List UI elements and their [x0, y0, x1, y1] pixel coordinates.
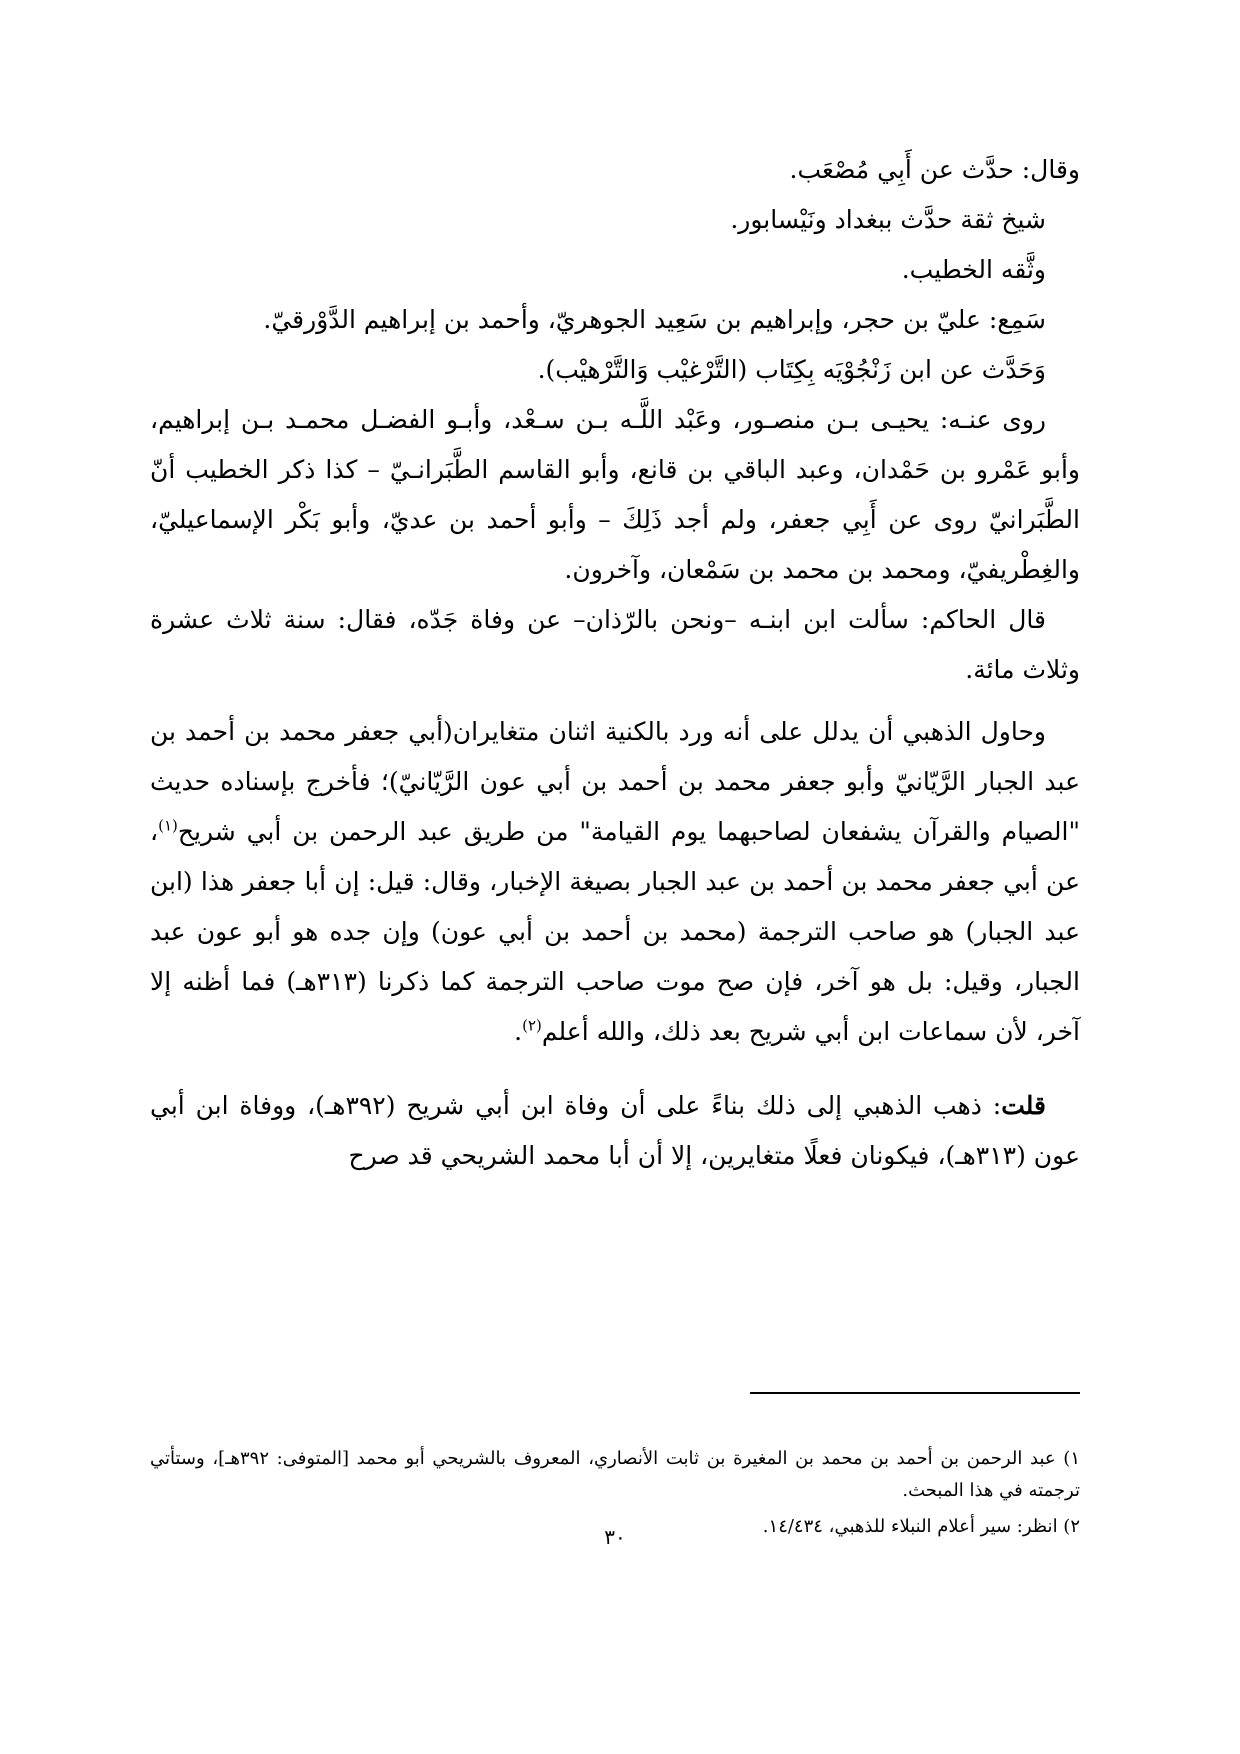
footnote-1: ١) عبد الرحمن بن أحمد بن محمد بن المغيرة بن ثابت الأنصاري، المعروف بالشريحي أبو محمد [المتوفى: ٣٩٢هـ]، وستأتي ترجمته في هذا المبحث.	[150, 1448, 1081, 1501]
footnote-ref-2[interactable]: (٢)	[522, 1016, 542, 1035]
author-note-text: : ذهب الذهبي إلى ذلك بناءً على أن وفاة ابن أبي شريح (٣٩٢هـ)، ووفاة ابن أبي عون (٣١٣هـ)، فيكونان فعلًا متغايرين، إلا أن أبا محمد الشريحي قد صرح	[150, 1091, 1080, 1170]
footnote-ref-1[interactable]: (١)	[158, 816, 178, 835]
hakim-quote-paragraph: قال الحاكم: سألت ابن ابنـه –ونحن بالرّذان– عن وفاة جَدّه، فقال: سنة ثلاث عشرة وثلاث مائة.	[150, 605, 1080, 684]
footnote-separator	[750, 1392, 1080, 1394]
entry-line-shaykh-thiqa: شيخ ثقة حدَّث ببغداد ونَيْسابور.	[730, 205, 1046, 234]
entry-line-teachers: سَمِع: عليّ بن حجر، وإبراهيم بن سَعِيد الجوهريّ، وأحمد بن إبراهيم الدَّوْرقيّ.	[263, 305, 1046, 334]
page-number: ٣٠	[604, 1525, 626, 1549]
body-text	[150, 145, 1080, 1181]
author-note-label: قلت	[1001, 1091, 1046, 1120]
entry-line-hadith-from: وقال: حدَّث عن أَبِي مُصْعَب.	[789, 155, 1080, 184]
document-page	[150, 145, 1080, 1725]
narrated-by-paragraph: روى عنـه: يحيـى بـن منصـور، وعَبْد اللَّـه بـن سـعْد، وأبـو الفضـل محمـد بـن إبراهيم، وأبو عَمْرو بن حَمْدان، وعبد الباقي بن قانع، وأبو القاسم الطَّبَرانـيّ – كذا ذكر الخطيب أنّ الطَّبَرانيّ روى عن أَبِي جعفر، ولم أجد ذَلِكَ – وأبو أحمد بن عديّ، وأبو بَكْر الإسماعيليّ، والغِطْريفيّ، ومحمد بن محمد بن سَمْعان، وآخرون.	[150, 405, 1080, 584]
dhahabi-text-part3: .	[514, 1017, 523, 1046]
entry-line-tawthiq: وثَّقه الخطيب.	[901, 255, 1046, 284]
author-note-paragraph	[150, 1081, 1080, 1181]
dhahabi-text-part1: وحاول الذهبي أن يدلل على أنه ورد بالكنية اثنان متغايران(أبي جعفر محمد بن أحمد بن عبد الجبار الرَّيّانيّ وأبو جعفر محمد بن أحمد بن أبي عون الرَّيّانيّ)؛ فأخرج بإسناده حديث "الصيام والقرآن يشفعان لصاحبهما يوم القيامة" من طريق عبد الرحمن بن أبي شريح	[150, 717, 1080, 846]
dhahabi-paragraph	[150, 707, 1080, 1057]
footnote-2: ٢) انظر: سير أعلام النبلاء للذهبي، ١٤/٤٣٤.	[762, 1516, 1080, 1537]
dhahabi-text-part2: ، عن أبي جعفر محمد بن أحمد بن عبد الجبار بصيغة الإخبار، وقال: قيل: إن أبا جعفر هذا (ابن عبد الجبار) هو صاحب الترجمة (محمد بن أحمد بن أبي عون) وإن جده هو أبو عون عبد الجبار، وقيل: بل هو آخر، فإن صح موت صاحب الترجمة كما ذكرنا (٣١٣هـ) فما أظنه إلا آخر، لأن سماعات ابن أبي شريح بعد ذلك، والله أعلم	[150, 817, 1080, 1046]
entry-line-book: وَحَدَّث عن ابن زَنْجُوْيَه بِكِتَاب (التَّرْغيْب وَالتَّرْهيْب).	[537, 355, 1046, 384]
